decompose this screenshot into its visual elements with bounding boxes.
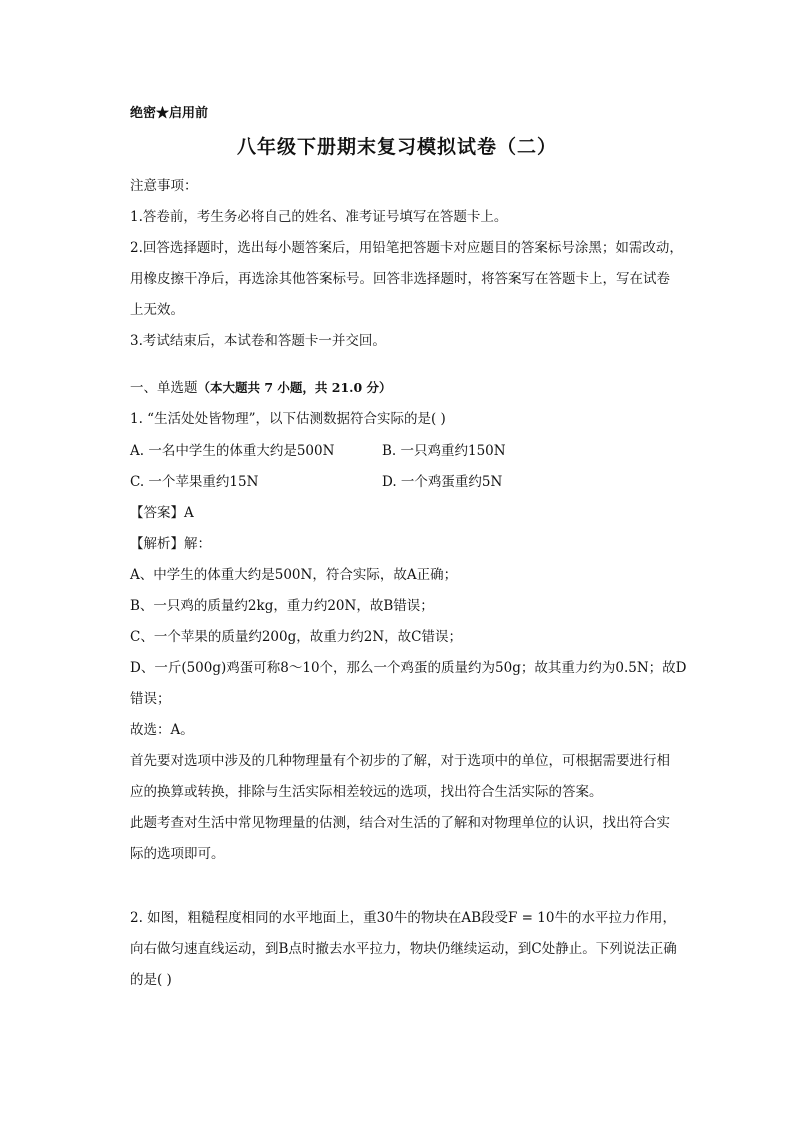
analysis-line: A、中学生的体重大约是500N，符合实际，故A正确； <box>130 567 458 583</box>
notice-item-2-line-1: 2.回答选择题时，选出每小题答案后，用铅笔把答题卡对应题目的答案标号涂黑；如需改动， <box>130 240 683 256</box>
question-1-options-row-1 <box>0 441 794 461</box>
section-detail: （本大题共 7 小题，共 21.0 分） <box>197 380 392 395</box>
option-d: D. 一个鸡蛋重约5N <box>382 474 503 490</box>
notice-item-2-line-2: 用橡皮擦干净后，再选涂其他答案标号。回答非选择题时，将答案写在答题卡上，写在试卷 <box>130 271 670 287</box>
analysis-line: C、一个苹果的质量约200g，故重力约2N，故C错误； <box>130 629 462 645</box>
question-2-line-3: 的是( ) <box>130 972 172 988</box>
notice-item-3: 3.考试结束后，本试卷和答题卡一并交回。 <box>130 333 386 349</box>
analysis-line: D、一斤(500g)鸡蛋可称8～10个，那么一个鸡蛋的质量约为50g；故其重力约为0.5N；故D <box>130 660 687 676</box>
section-label: 一、单选题 <box>130 380 198 396</box>
option-c: C. 一个苹果重约15N <box>130 474 259 490</box>
exam-title: 八年级下册期末复习模拟试卷（二） <box>236 136 557 158</box>
analysis-line: 错误； <box>130 691 171 707</box>
analysis-line: 应的换算或转换，排除与生活实际相差较远的选项，找出符合生活实际的答案。 <box>130 784 603 800</box>
notice-heading: 注意事项： <box>130 178 198 194</box>
notice-item-2-line-3: 上无效。 <box>130 302 184 318</box>
option-a: A. 一名中学生的体重大约是500N <box>130 443 335 459</box>
analysis-line: 此题考查对生活中常见物理量的估测，结合对生活的了解和对物理单位的认识，找出符合实 <box>130 815 670 831</box>
question-1-answer: 【答案】A <box>130 505 194 521</box>
question-2-line-2: 向右做匀速直线运动，到B点时撤去水平拉力，物块仍继续运动，到C处静止。下列说法正确 <box>130 941 677 957</box>
analysis-line: B、一只鸡的质量约2kg，重力约20N，故B错误； <box>130 598 434 614</box>
confidential-mark: 绝密★启用前 <box>130 106 209 121</box>
analysis-line: 故选：A。 <box>130 722 194 738</box>
question-1-analysis-heading: 【解析】解： <box>130 536 211 552</box>
option-b: B. 一只鸡重约150N <box>382 443 506 459</box>
question-1-options-row-2 <box>0 472 794 492</box>
section-heading <box>130 378 700 398</box>
question-1-stem: 1. “生活处处皆物理”，以下估测数据符合实际的是( ) <box>130 411 446 427</box>
analysis-line: 际的选项即可。 <box>130 846 225 862</box>
notice-item-1: 1.答卷前，考生务必将自己的姓名、准考证号填写在答题卡上。 <box>130 209 508 225</box>
question-2-line-1: 2. 如图，粗糙程度相同的水平地面上，重30牛的物块在AB段受F = 10牛的水平拉力作用， <box>130 910 676 926</box>
analysis-line: 首先要对选项中涉及的几种物理量有个初步的了解，对于选项中的单位，可根据需要进行相 <box>130 753 670 769</box>
